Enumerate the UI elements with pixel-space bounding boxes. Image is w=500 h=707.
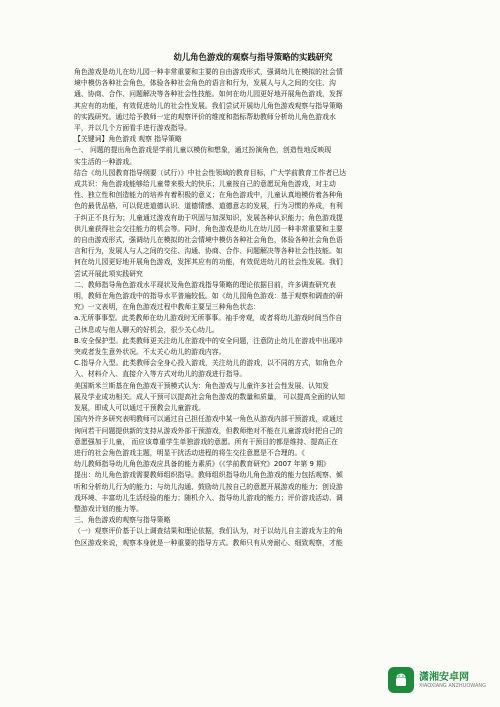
- text-line: 通、协商、合作、问题解决等各种社会性技能。如何在幼儿园更好地开展角色游戏，发挥: [74, 90, 343, 99]
- text-line: 供儿童获得社会交往能力的机会等。同时，角色游戏是幼儿在幼儿园一种非常重要和主要: [74, 224, 343, 233]
- text-line: 究》一文表明，在角色游戏过程中教师主要呈三种角色状态：: [74, 303, 261, 312]
- text-line: （一）观察评价基于以上调查结果和理论依据，我们认为，对于以幼儿自主游戏为主的角: [74, 527, 343, 536]
- text-line: 色区游戏来说，观察本身就是一种重要的指导方式。教师只有从旁耐心、细致观察，才能: [74, 538, 343, 547]
- text-line: 展及学业成功相关。成人干预可以提高社会角色游戏的数量和质量， 可以提高全面的认知: [74, 392, 345, 401]
- text-line: 听和分析幼儿行为的能力；与幼儿沟通、鼓励幼儿按自己的意愿开展游戏的能力；创设游: [74, 482, 343, 491]
- text-line: 入、材料介入、直接介入等方式对幼儿的游戏进行指导。: [74, 370, 247, 379]
- text-line: B.安全保护型。此类教师更关注幼儿在游戏中的安全问题，注意防止幼儿在游戏中出现冲: [74, 336, 343, 345]
- site-watermark: [388, 667, 486, 693]
- text-line: 成共识：角色游戏能够给儿童带来极大的快乐；儿童按自己的意愿玩角色游戏，对主动: [74, 180, 336, 189]
- text-line: 角色游戏是幼儿在幼儿园一种非常重要和主要的自由游戏形式，强调幼儿在模拟的社会情: [74, 68, 343, 76]
- text-line: 意愿强加于儿童， 而应该尊重学生单独游戏的意愿。所有干预目的都是维持、提高正在: [74, 437, 339, 446]
- text-line: 三、角色游戏的观察与指导策略: [74, 516, 171, 525]
- text-line: 于纠正不良行为；儿童通过游戏有助于巩固与加深知识，发展各种认识能力；角色游戏提: [74, 213, 343, 222]
- text-line: 整游戏计划的能力等。: [74, 504, 143, 513]
- text-line: 突或者发生意外状况。不太关心幼儿的游戏内容。: [74, 348, 226, 357]
- article-title: 幼儿角色游戏的观察与指导策略的实践研究: [173, 52, 333, 62]
- text-line: 色的最优品格，可以促进道德认识、道德情感、道德意志的发展，行为习惯的养成，有利: [74, 202, 343, 211]
- text-line: 尝试开展此项实践研究: [74, 269, 143, 278]
- text-line: a.无所事事型。此类教师在幼儿游戏时无所事事。袖手旁观，或者将幼儿游戏时间当作自: [74, 314, 343, 323]
- text-line: 结合《幼儿园教育指导纲要（试行）》中社会性领域的教育目标，广大学前教育工作者已达: [74, 168, 347, 177]
- text-line: 询问若干问题提供新的支持从游戏外部干预游戏，但教师绝对不能在儿童游戏时把自己的: [74, 426, 343, 435]
- site-logo-icon: [388, 667, 414, 693]
- text-line: 言和行为，发展人与人之间的交往、沟通、协商、合作、问题解决等各种社会性技能。如: [74, 247, 343, 256]
- text-line: 境中模仿各种社会角色，体验各种社会角色的语言和行为，发展人与人之间的交往、沟: [74, 79, 336, 88]
- text-line: 二、教师指导角色游戏水平现状及角色游戏指导策略的理论依据目前，许多调查研究表: [74, 280, 336, 289]
- android-robot-icon: [392, 671, 410, 689]
- text-line: 提出：幼儿角色游戏需要教师组织指导。教师组织指导幼儿角色游戏的能力包括观察、倾: [74, 471, 343, 480]
- text-line: 己休息或与他人聊天的好机会，很少关心幼儿。: [74, 325, 219, 334]
- text-line: 国内外许多研究表明教师可以通过自己担任游戏中某一角色从游戏内部干预游戏，或通过: [74, 415, 343, 424]
- text-line: 实生活的一种游戏。: [74, 157, 137, 166]
- text-line: 美国斯米兰斯基在角色游戏干预模式认为：角色游戏与儿童许多社会性发展、认知发: [74, 381, 329, 390]
- text-line: 的自由游戏形式，强调幼儿在模拟的社会情境中模仿各种社会角色，体验各种社会角色语: [74, 236, 343, 245]
- text-line: 其应有的功能，有效促进幼儿的社会性发展。我们尝试开展幼儿角色游戏观察与指导策略: [74, 101, 343, 110]
- text-line: 进行的社会角色游戏主题，明显干扰活动进程的将生交往意愿是不合理的。《: [74, 448, 305, 457]
- text-line: 发展，即成人可以通过干预教会儿童游戏。: [74, 404, 205, 413]
- site-subtitle: XIAOXIANG ANZHUOWANG: [418, 682, 486, 689]
- article-text: [74, 67, 432, 549]
- text-line: 平，并以几个方面看手进行游戏指导。: [74, 124, 192, 133]
- text-line: 的实践研究。通过给予教师一定的观察评价的维度和指标帮助教师分析幼儿角色游戏水: [74, 112, 336, 121]
- text-line: 【关键词】角色游戏 观察 指导策略: [74, 135, 182, 144]
- text-line: 性、独立性和创造能力的培养有着积极的意义；在角色游戏中，儿童认真地模仿着各种角: [74, 191, 343, 200]
- text-line: C.指导介入型。此类教师会全身心投入游戏，关注幼儿的游戏，以不同的方式，如角色介: [74, 359, 343, 368]
- site-name: 潇湘安卓网: [418, 671, 469, 683]
- text-line: 戏环境、丰富幼儿生活经验的能力；随机介入、指导幼儿游戏的能力；评价游戏活动、调: [74, 493, 343, 502]
- text-line: 一、 问题的提出角色游戏是学前儿童以模仿和想象，通过扮演角色，创造性地反映现: [74, 146, 332, 155]
- article-body: [74, 52, 432, 707]
- text-line: 幼儿教师指导幼儿角色游戏应具备的能力素质》《《学前教育研究》2007 年第 9 期》: [74, 460, 330, 469]
- text-line: 何在幼儿园更好地开展角色游戏，发挥其应有的功能，有效促进幼儿的社会性发展。我们: [74, 258, 343, 267]
- text-line: 明，教师在角色游戏中的指导水平普遍较低。如《幼儿园角色游戏：基于观察和调查的研: [74, 292, 343, 301]
